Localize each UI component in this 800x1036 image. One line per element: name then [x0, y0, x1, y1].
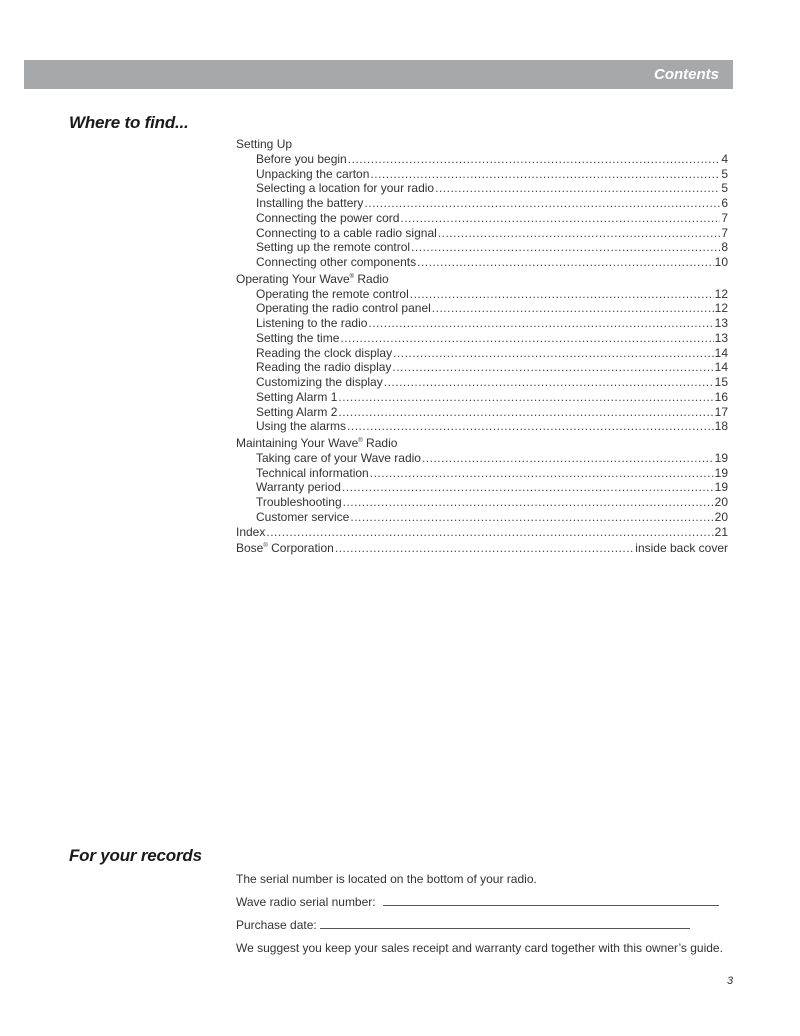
for-your-records-heading: For your records	[69, 846, 202, 865]
toc-item[interactable]: Troubleshooting ..... 20	[236, 495, 728, 510]
suggestion-text: We suggest you keep your sales receipt and warranty card together with this owner’s guide.	[236, 941, 723, 955]
toc-item[interactable]: Connecting the power cord ..... 7	[236, 211, 728, 226]
toc-item[interactable]: Taking care of your Wave radio ..... 19	[236, 451, 728, 466]
toc-item[interactable]: Reading the radio display ..... 14	[236, 360, 728, 375]
toc-section-operating: Operating Your Wave® Radio	[236, 271, 389, 286]
header-title: Contents	[654, 66, 719, 83]
header-bar	[24, 60, 733, 89]
serial-note: The serial number is located on the bottom of your radio.	[236, 872, 537, 886]
toc-item[interactable]: Technical information ..... 19	[236, 466, 728, 481]
toc-item[interactable]: Setting the time ..... 13	[236, 331, 728, 346]
toc-item[interactable]: Setting up the remote control ..... 8	[236, 240, 728, 255]
purchase-date-field[interactable]	[320, 918, 690, 929]
toc-section-maintaining: Maintaining Your Wave® Radio	[236, 436, 398, 450]
toc-item[interactable]: Connecting other components ..... 10	[236, 255, 728, 270]
toc-item[interactable]: Operating the radio control panel ..... 12	[236, 301, 728, 316]
toc-item[interactable]: Setting Alarm 1 ..... 16	[236, 390, 728, 405]
toc-item-index[interactable]: Index ..... 21	[236, 525, 728, 540]
where-to-find-heading: Where to find...	[69, 113, 189, 132]
toc-item[interactable]: Customer service ..... 20	[236, 510, 728, 525]
toc-item[interactable]: Using the alarms ..... 18	[236, 419, 728, 434]
purchase-date-label: Purchase date:	[236, 918, 317, 932]
serial-number-row	[236, 895, 736, 918]
records-section	[236, 872, 736, 964]
toc-item[interactable]: Unpacking the carton ..... 5	[236, 167, 728, 182]
serial-number-label: Wave radio serial number:	[236, 895, 376, 909]
toc-item[interactable]: Listening to the radio ..... 13	[236, 316, 728, 331]
toc-item[interactable]: Installing the battery ..... 6	[236, 196, 728, 211]
toc-item[interactable]: Warranty period ..... 19	[236, 480, 728, 495]
toc-item[interactable]: Operating the remote control ..... 12	[236, 287, 728, 302]
toc-item[interactable]: Selecting a location for your radio ..... 5	[236, 181, 728, 196]
toc-item[interactable]: Reading the clock display ..... 14	[236, 346, 728, 361]
toc-item[interactable]: Connecting to a cable radio signal ..... 7	[236, 226, 728, 241]
toc-item[interactable]: Setting Alarm 2 ..... 17	[236, 405, 728, 420]
serial-number-field[interactable]	[383, 895, 719, 906]
toc-item-bose-corporation[interactable]: Bose® Corporation ..... inside back cover	[236, 539, 728, 556]
toc-item[interactable]: Before you begin ..... 4	[236, 152, 728, 167]
toc-section-setting-up: Setting Up	[236, 137, 293, 151]
purchase-date-row	[236, 918, 736, 941]
table-of-contents	[236, 137, 728, 556]
toc-item[interactable]: Customizing the display ..... 15	[236, 375, 728, 390]
page-number: 3	[727, 975, 734, 987]
